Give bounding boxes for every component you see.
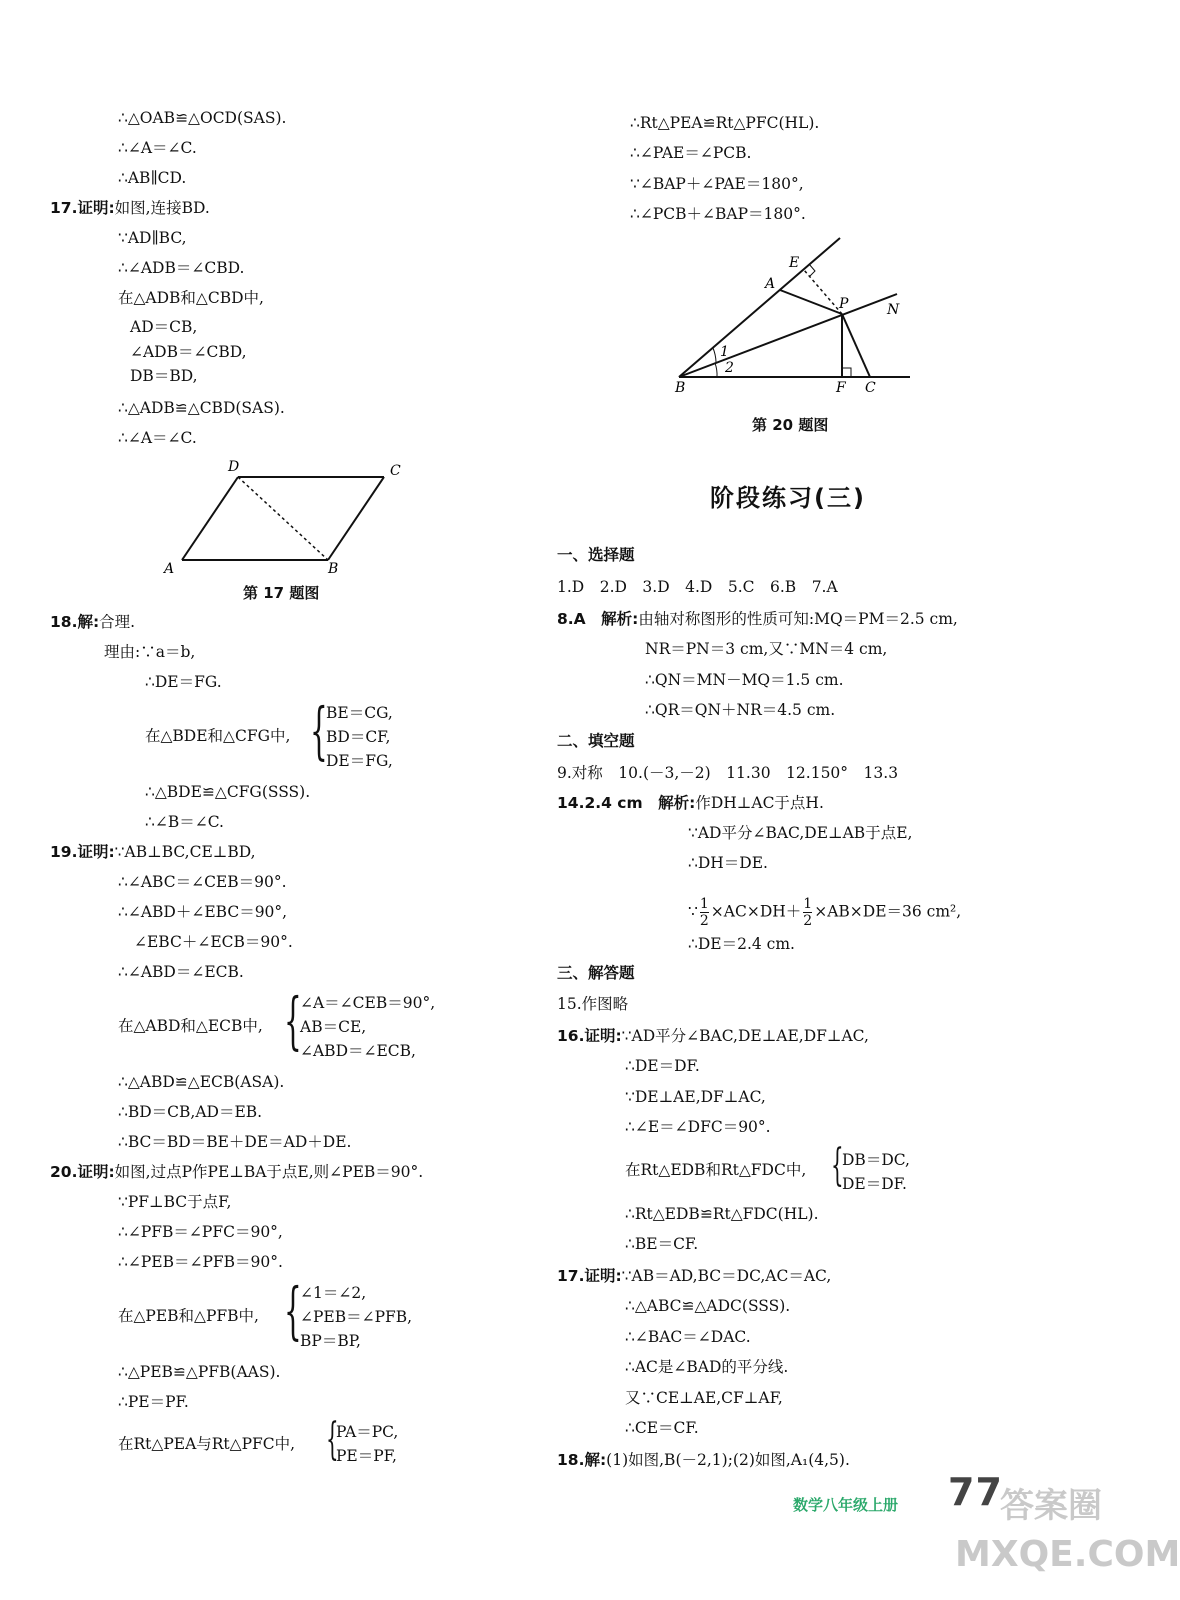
figure-17-caption: 第 17 题图 — [243, 584, 320, 602]
label-B: B — [328, 561, 339, 577]
problem-number: 19.证明: — [50, 843, 115, 861]
text-line: ∵AD∥BC, — [118, 229, 187, 247]
figure-20-diagram — [665, 230, 925, 405]
problem-number: 17.证明: — [50, 199, 115, 217]
text-line: ∴△ADB≌△CBD(SAS). — [118, 399, 285, 417]
angle-1-arc — [713, 348, 716, 362]
label-P: P — [839, 296, 849, 312]
section-heading: 三、解答题 — [557, 964, 635, 982]
text-line: ∴∠E＝∠DFC＝90°. — [625, 1118, 771, 1136]
problem-number: 16.证明: — [557, 1027, 622, 1045]
edge-BC — [328, 477, 384, 560]
problem-number: 14.2.4 cm 解析: — [557, 794, 696, 812]
problem-number: 18.解: — [557, 1451, 607, 1469]
text-line: ∠1＝∠2, — [300, 1284, 367, 1302]
problem-20-line — [50, 1162, 423, 1182]
label-D: D — [228, 459, 240, 475]
left-brace: { — [284, 1274, 302, 1347]
label-C: C — [390, 463, 401, 479]
text-line: ∴∠A＝∠C. — [118, 139, 197, 157]
text-line: ∴∠PEB＝∠PFB＝90°. — [118, 1253, 283, 1271]
numerator: 1 — [803, 896, 813, 912]
problem-text: 如图,过点P作PE⊥BA于点E,则∠PEB＝90°. — [114, 1163, 424, 1181]
text-line: ∠ABD＝∠ECB, — [300, 1042, 416, 1060]
text-line: ∴BC＝BD＝BE＋DE＝AD＋DE. — [118, 1133, 352, 1151]
ray-BA — [679, 238, 840, 377]
segment-AP — [780, 290, 842, 314]
text-line: ∴∠PFB＝∠PFC＝90°, — [118, 1223, 283, 1241]
section-heading: 二、填空题 — [557, 732, 635, 750]
text-line: ∵∠BAP＋∠PAE＝180°, — [630, 175, 804, 193]
angle-2-arc — [715, 363, 717, 377]
text-line: ∴AC是∠BAD的平分线. — [625, 1358, 789, 1376]
text-line: DE＝FG, — [326, 752, 393, 770]
right-angle-F — [842, 368, 851, 377]
label-B: B — [675, 380, 686, 396]
problem-16-line — [557, 1026, 869, 1046]
text-line: ∴∠ABD＝∠ECB. — [118, 963, 244, 981]
denominator: 2 — [699, 913, 709, 929]
text-line: ∴DE＝2.4 cm. — [688, 935, 795, 953]
label-A: A — [164, 561, 175, 577]
figure-17-parallelogram — [160, 455, 420, 580]
text-line: ∠ADB＝∠CBD, — [130, 343, 247, 361]
text-line: BE＝CG, — [326, 704, 393, 722]
problem-17-line — [50, 198, 210, 218]
numerator: 1 — [699, 896, 709, 912]
problem-text: 作DH⊥AC于点H. — [695, 794, 824, 812]
text-line: 在△PEB和△PFB中, — [118, 1307, 259, 1325]
watermark-site: MXQE.COM — [955, 1534, 1180, 1575]
label-F: F — [836, 380, 846, 396]
figure-20-caption: 第 20 题图 — [752, 416, 829, 434]
text-line: DB＝DC, — [842, 1151, 910, 1169]
text-line: 1.D 2.D 3.D 4.D 5.C 6.B 7.A — [557, 578, 838, 596]
text-line: ∠EBC＋∠ECB＝90°. — [134, 933, 293, 951]
edge-DA — [182, 477, 238, 560]
left-brace: { — [326, 1414, 339, 1465]
text-line: BD＝CF, — [326, 728, 391, 746]
text-line: ∴△PEB≌△PFB(AAS). — [118, 1363, 281, 1381]
text-line: ∴PE＝PF. — [118, 1393, 189, 1411]
text-line: ∴DH＝DE. — [688, 854, 768, 872]
problem-text: 由轴对称图形的性质可知:MQ＝PM＝2.5 cm, — [638, 610, 958, 628]
text-line: ∴BE＝CF. — [625, 1235, 699, 1253]
denominator: 2 — [803, 913, 813, 929]
text-line: ∴QR＝QN＋NR＝4.5 cm. — [645, 701, 836, 719]
text-line: 在Rt△EDB和Rt△FDC中, — [625, 1161, 807, 1179]
text-line: ∴Rt△EDB≌Rt△FDC(HL). — [625, 1205, 819, 1223]
problem-number: 18.解: — [50, 613, 100, 631]
text-line: ∴△ABC≌△ADC(SSS). — [625, 1297, 791, 1315]
text-line: 在△BDE和△CFG中, — [145, 727, 291, 745]
text-line: AD＝CB, — [130, 318, 198, 336]
text-line: ∴△OAB≌△OCD(SAS). — [118, 109, 287, 127]
text-line: NR＝PN＝3 cm,又∵MN＝4 cm, — [645, 640, 888, 658]
problem-17b-line — [557, 1266, 831, 1286]
problem-number: 8.A 解析: — [557, 610, 639, 628]
text-line: ∴∠PCB＋∠BAP＝180°. — [630, 205, 806, 223]
problem-text: ∵AB⊥BC,CE⊥BD, — [114, 843, 256, 861]
fraction-half — [700, 896, 709, 929]
text-line: ∴AB∥CD. — [118, 169, 187, 187]
text-line: ∴∠ADB＝∠CBD. — [118, 259, 245, 277]
text-line: 9.对称 10.(－3,－2) 11.30 12.150° 13.3 — [557, 764, 899, 782]
text-line: AB＝CE, — [300, 1018, 367, 1036]
equation-part: ×AB×DE＝36 cm², — [814, 902, 962, 921]
book-title-footer: 数学八年级上册 — [793, 1496, 899, 1514]
text-line: PA＝PC, — [336, 1423, 399, 1441]
left-brace: { — [831, 1140, 844, 1191]
because-symbol: ∵ — [688, 902, 698, 921]
problem-text: 合理. — [99, 613, 136, 631]
text-line: ∴DE＝FG. — [145, 673, 222, 691]
problem-number: 20.证明: — [50, 1163, 115, 1181]
label-A: A — [765, 276, 776, 292]
right-angle-E — [809, 264, 815, 276]
text-line: PE＝PF, — [336, 1447, 397, 1465]
text-line: 在△ADB和△CBD中, — [118, 289, 264, 307]
text-line: ∴∠PAE＝∠PCB. — [630, 144, 752, 162]
label-E: E — [789, 255, 800, 271]
text-line: ∠PEB＝∠PFB, — [300, 1308, 413, 1326]
label-2: 2 — [725, 360, 734, 376]
text-line: ∠A＝∠CEB＝90°, — [300, 994, 436, 1012]
text-line: ∵AD平分∠BAC,DE⊥AB于点E, — [688, 824, 913, 842]
text-line: 在Rt△PEA与Rt△PFC中, — [118, 1435, 296, 1453]
page-title: 阶段练习(三) — [710, 484, 866, 512]
text-line: ∴Rt△PEA≌Rt△PFC(HL). — [630, 114, 820, 132]
text-line: ∵DE⊥AE,DF⊥AC, — [625, 1088, 766, 1106]
section-heading: 一、选择题 — [557, 546, 635, 564]
watermark-logo: 答案圈 — [1000, 1486, 1102, 1526]
text-line: ∴∠ABD＋∠EBC＝90°, — [118, 903, 288, 921]
problem-text: ∵AD平分∠BAC,DE⊥AE,DF⊥AC, — [621, 1027, 869, 1045]
text-line: 15.作图略 — [557, 995, 629, 1013]
problem-18-line — [50, 612, 135, 632]
problem-number: 17.证明: — [557, 1267, 622, 1285]
label-C: C — [865, 380, 876, 396]
diagonal-BD — [238, 477, 328, 560]
text-line: 理由:∵a＝b, — [104, 643, 196, 661]
text-line: 在△ABD和△ECB中, — [118, 1017, 263, 1035]
problem-text: ∵AB＝AD,BC＝DC,AC＝AC, — [621, 1267, 832, 1285]
problem-text: (1)如图,B(－2,1);(2)如图,A₁(4,5). — [606, 1451, 850, 1469]
text-line: ∴∠ABC＝∠CEB＝90°. — [118, 873, 287, 891]
problem-18b-line — [557, 1450, 850, 1470]
equation-part: ×AC×DH＋ — [710, 902, 802, 921]
problem-text: 如图,连接BD. — [114, 199, 210, 217]
text-line: BP＝BP, — [300, 1332, 361, 1350]
text-line: DE＝DF. — [842, 1175, 907, 1193]
fraction-half — [803, 896, 812, 929]
page-number: 77 — [948, 1470, 1003, 1514]
text-line: 又∵CE⊥AE,CF⊥AF, — [625, 1389, 783, 1407]
left-brace: { — [284, 984, 302, 1057]
fraction-equation — [688, 896, 961, 929]
label-N: N — [887, 302, 900, 318]
problem-14-line — [557, 793, 824, 813]
label-1: 1 — [720, 344, 729, 360]
text-line: ∴DE＝DF. — [625, 1057, 700, 1075]
text-line: ∴△ABD≌△ECB(ASA). — [118, 1073, 285, 1091]
problem-8-line — [557, 609, 958, 629]
text-line: DB＝BD, — [130, 367, 198, 385]
left-brace: { — [310, 694, 328, 767]
text-line: ∴CE＝CF. — [625, 1419, 699, 1437]
text-line: ∴BD＝CB,AD＝EB. — [118, 1103, 263, 1121]
text-line: ∵PF⊥BC于点F, — [118, 1193, 232, 1211]
text-line: ∴△BDE≌△CFG(SSS). — [145, 783, 311, 801]
text-line: ∴QN＝MN－MQ＝1.5 cm. — [645, 671, 844, 689]
problem-19-line — [50, 842, 256, 862]
text-line: ∴∠BAC＝∠DAC. — [625, 1328, 751, 1346]
text-line: ∴∠B＝∠C. — [145, 813, 224, 831]
text-line: ∴∠A＝∠C. — [118, 429, 197, 447]
